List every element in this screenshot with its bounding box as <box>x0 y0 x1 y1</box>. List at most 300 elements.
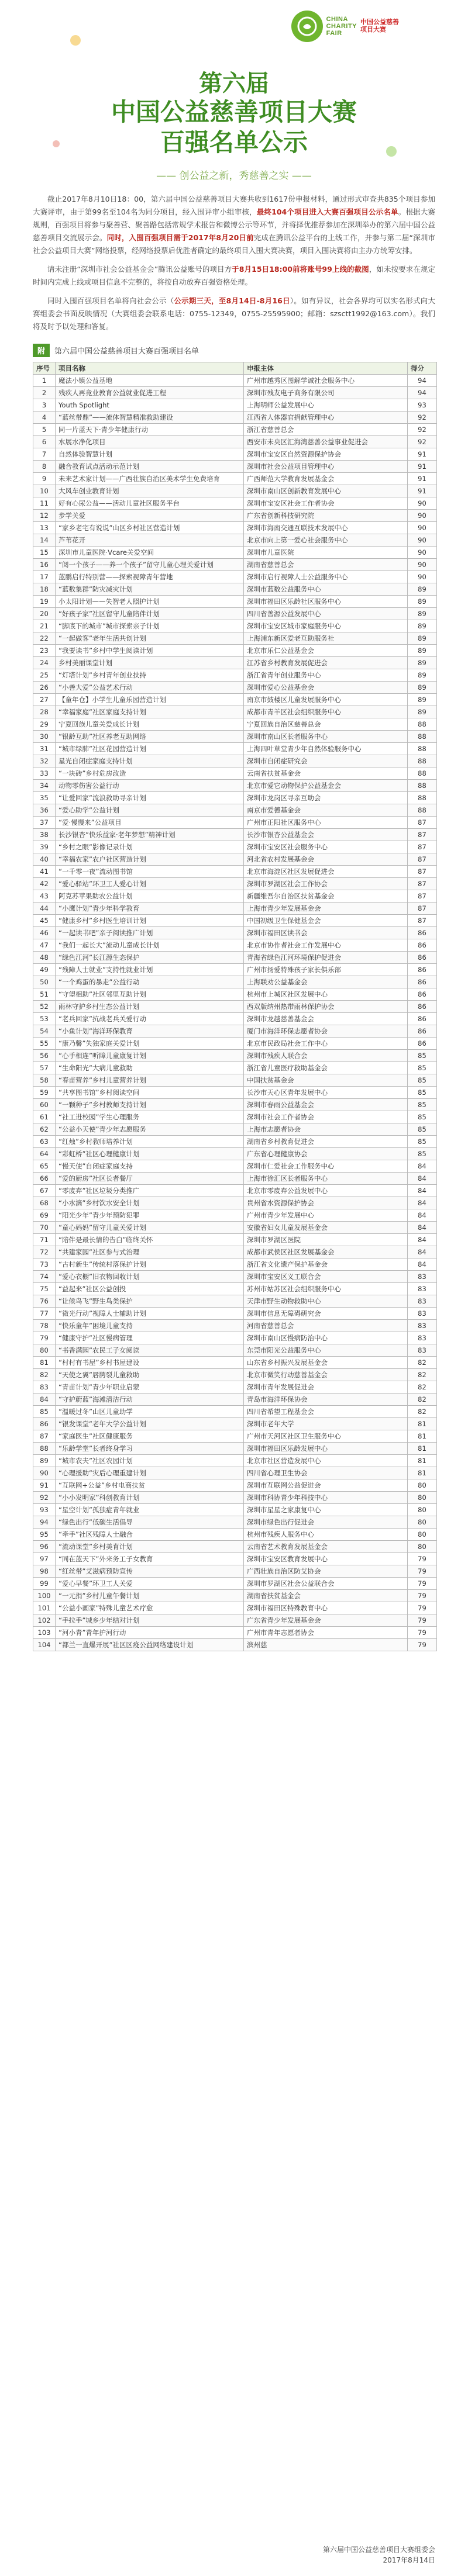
row-applicant: 深圳市福田区读书会 <box>244 927 408 939</box>
row-applicant: 浙江省青年创业服务中心 <box>244 669 408 682</box>
row-no: 37 <box>33 817 56 829</box>
row-no: 61 <box>33 1111 56 1123</box>
row-score: 88 <box>408 804 437 817</box>
row-applicant: 广东省青少年发展基金会 <box>244 1614 408 1627</box>
row-applicant: 广州市扬爱特殊孩子家长俱乐部 <box>244 964 408 976</box>
table-row <box>33 1418 437 1430</box>
decor-dot <box>70 35 81 46</box>
row-applicant: 青岛市海洋环保协会 <box>244 1394 408 1406</box>
table-row <box>33 596 437 608</box>
row-applicant: 深圳市残疾人联合会 <box>244 1050 408 1062</box>
intro-p1-a: 截止2017年8月10日18：00，第六届中国公益慈善项目大赛共收到1617份申报材料，通过形式审查共835个项目参加大赛评审，由于第99名至104名为同分项目，经入围评审小组审核， <box>33 195 435 216</box>
row-no: 26 <box>33 682 56 694</box>
row-score: 85 <box>408 1099 437 1111</box>
row-applicant: 浙江省文化遗产保护基金会 <box>244 1258 408 1271</box>
row-score: 91 <box>408 448 437 461</box>
table-row <box>33 448 437 461</box>
row-score: 80 <box>408 1504 437 1516</box>
table-row <box>33 1271 437 1283</box>
row-project-name: “绿色江河”长江源生态保护 <box>56 952 244 964</box>
row-score: 85 <box>408 1062 437 1074</box>
table-row <box>33 890 437 903</box>
row-project-name: “书香满园”农民工子女阅读 <box>56 1344 244 1357</box>
row-score: 82 <box>408 1381 437 1394</box>
table-row <box>33 424 437 436</box>
row-applicant: 云南省艺术教育发展基金会 <box>244 1541 408 1553</box>
table-row <box>33 866 437 878</box>
row-no: 97 <box>33 1553 56 1565</box>
row-project-name: “生命阳光”大病儿童救助 <box>56 1062 244 1074</box>
row-score: 87 <box>408 890 437 903</box>
row-score: 79 <box>408 1627 437 1639</box>
row-project-name: “爱心早餐”环卫工人关爱 <box>56 1578 244 1590</box>
table-row <box>33 1381 437 1394</box>
row-project-name: “幸福家庭”社区家庭支持计划 <box>56 706 244 718</box>
row-score: 87 <box>408 817 437 829</box>
table-row <box>33 1541 437 1553</box>
table-row <box>33 1443 437 1455</box>
table-row <box>33 1602 437 1614</box>
row-project-name: “公益小画家”特殊儿童艺术疗愈 <box>56 1602 244 1614</box>
table-row <box>33 1320 437 1332</box>
logo-en-2: CHARITY <box>326 23 357 30</box>
row-no: 44 <box>33 903 56 915</box>
footer-org: 第六届中国公益慈善项目大赛组委会 <box>322 2546 435 2554</box>
row-applicant: 北京市向上第一爱心社会服务中心 <box>244 534 408 547</box>
row-project-name: “快乐童年”困境儿童支持 <box>56 1320 244 1332</box>
row-project-name: “幸福农家”农户社区营造计划 <box>56 853 244 866</box>
row-no: 76 <box>33 1295 56 1308</box>
row-project-name: “健康守护”社区慢病管理 <box>56 1332 244 1344</box>
row-project-name: “蓝数集群”防灾减灾计划 <box>56 583 244 596</box>
row-applicant: 深圳市信息无障碍研究会 <box>244 1308 408 1320</box>
row-no: 82 <box>33 1369 56 1381</box>
row-no: 52 <box>33 1001 56 1013</box>
col-header-no: 序号 <box>33 362 56 375</box>
row-project-name: 好有心尿公益——活动儿童社区服务平台 <box>56 497 244 510</box>
row-applicant: 深圳市龙岗区寻亲互助会 <box>244 792 408 804</box>
row-score: 87 <box>408 915 437 927</box>
table-row <box>33 1492 437 1504</box>
row-no: 55 <box>33 1038 56 1050</box>
row-project-name: 小太阳计划——失智老人照护计划 <box>56 596 244 608</box>
row-score: 84 <box>408 1258 437 1271</box>
row-no: 100 <box>33 1590 56 1602</box>
row-project-name: 长沙银杏“快乐益家·老年梦想”精神计划 <box>56 829 244 841</box>
intro-p2-b: ，如未按要求在规定时间内完成上线或项目信息不完整的，将按自动放弃百强资格处理。 <box>33 265 435 286</box>
row-project-name: “小小发明家”科创教育计划 <box>56 1492 244 1504</box>
row-score: 86 <box>408 964 437 976</box>
row-score: 86 <box>408 1013 437 1025</box>
row-project-name: “流动课堂”乡村美育计划 <box>56 1541 244 1553</box>
row-applicant: 上海市志愿者协会 <box>244 1123 408 1136</box>
row-score: 80 <box>408 1516 437 1529</box>
row-no: 42 <box>33 878 56 890</box>
row-no: 77 <box>33 1308 56 1320</box>
row-no: 62 <box>33 1123 56 1136</box>
row-no: 35 <box>33 792 56 804</box>
row-applicant: 宁夏回族自治区慈善总会 <box>244 718 408 731</box>
row-project-name: “爱的厨房”社区长者餐厅 <box>56 1173 244 1185</box>
row-no: 72 <box>33 1246 56 1258</box>
row-applicant: 深圳市宝安区社会服务中心 <box>244 841 408 853</box>
row-applicant: 广州市青少年发展中心 <box>244 1209 408 1222</box>
row-applicant: 南京市爱德基金会 <box>244 804 408 817</box>
row-project-name: “让爱回家”流浪救助寻亲计划 <box>56 792 244 804</box>
logo-cn-2: 项目大赛 <box>360 26 386 33</box>
table-row <box>33 620 437 632</box>
table-row <box>33 829 437 841</box>
row-applicant: 广州市正阳社区服务中心 <box>244 817 408 829</box>
row-no: 75 <box>33 1283 56 1295</box>
annex-tag: 附 <box>33 344 50 357</box>
row-no: 2 <box>33 387 56 399</box>
row-applicant: 广西师范大学教育发展基金会 <box>244 473 408 485</box>
row-score: 90 <box>408 571 437 583</box>
row-project-name: 芦苇花开 <box>56 534 244 547</box>
row-applicant: 河南省慈善总会 <box>244 1320 408 1332</box>
table-row <box>33 1308 437 1320</box>
table-row <box>33 375 437 387</box>
row-no: 102 <box>33 1614 56 1627</box>
row-score: 83 <box>408 1320 437 1332</box>
table-row <box>33 1369 437 1381</box>
row-no: 23 <box>33 645 56 657</box>
row-applicant: 上海明师公益发展中心 <box>244 399 408 412</box>
table-row <box>33 657 437 669</box>
intro-paragraph-2 <box>33 263 435 289</box>
row-project-name: “星空计划”孤独症青年就业 <box>56 1504 244 1516</box>
table-row <box>33 1283 437 1295</box>
intro-paragraph-1 <box>33 193 435 257</box>
table-row <box>33 1467 437 1479</box>
row-project-name: 未来艺术家计划——广西壮族自治区美术学生免费培育 <box>56 473 244 485</box>
table-row <box>33 988 437 1001</box>
table-row <box>33 497 437 510</box>
intro-p1-c: 完成在腾讯公益平台的上线工作，并参与第二届“深圳市社会公益项目大赛”网络投票，经网络投票后优胜者确定的最终项目入围大赛决赛，项目入围决赛将由主办方统筹安排。 <box>33 233 435 255</box>
row-project-name: “一起读书吧”亲子阅读推广计划 <box>56 927 244 939</box>
row-applicant: 贵州省水资源保护协会 <box>244 1197 408 1209</box>
table-row <box>33 1565 437 1578</box>
row-project-name: “公益小天使”青少年志愿服务 <box>56 1123 244 1136</box>
row-project-name: 残疾人再竞业教育公益就业促进工程 <box>56 387 244 399</box>
row-applicant: 北京市微笑行动慈善基金会 <box>244 1369 408 1381</box>
logo-cn-1: 中国公益慈善 <box>360 19 399 26</box>
logo-en-1: CHINA <box>326 16 348 23</box>
row-applicant: 广东省创新科技研究院 <box>244 510 408 522</box>
table-row <box>33 1479 437 1492</box>
row-score: 81 <box>408 1455 437 1467</box>
row-no: 18 <box>33 583 56 596</box>
row-score: 88 <box>408 731 437 743</box>
footer-date: 2017年8月14日 <box>383 2556 435 2564</box>
footer-signature <box>323 2544 435 2565</box>
row-applicant: 河北省农村发展基金会 <box>244 853 408 866</box>
top100-table <box>33 362 437 1651</box>
row-applicant: 成都市武侯区社区发展基金会 <box>244 1246 408 1258</box>
row-applicant: 深圳市仁爱社会工作服务中心 <box>244 1160 408 1173</box>
row-score: 90 <box>408 522 437 534</box>
row-applicant: 深圳市罗湖区医院 <box>244 1234 408 1246</box>
row-no: 99 <box>33 1578 56 1590</box>
row-score: 83 <box>408 1283 437 1295</box>
row-no: 84 <box>33 1394 56 1406</box>
row-no: 7 <box>33 448 56 461</box>
row-no: 58 <box>33 1074 56 1087</box>
row-applicant: 深圳市海南交通互联技术发展中心 <box>244 522 408 534</box>
table-row <box>33 534 437 547</box>
row-no: 4 <box>33 412 56 424</box>
row-no: 89 <box>33 1455 56 1467</box>
row-project-name: “共享图书馆”乡村阅读空间 <box>56 1087 244 1099</box>
table-row <box>33 1197 437 1209</box>
row-no: 49 <box>33 964 56 976</box>
row-applicant: 广东省心理健康协会 <box>244 1148 408 1160</box>
table-row <box>33 1553 437 1565</box>
row-applicant: 北京市爱它动物保护公益基金会 <box>244 780 408 792</box>
table-row <box>33 817 437 829</box>
row-score: 85 <box>408 1050 437 1062</box>
row-score: 83 <box>408 1332 437 1344</box>
table-row <box>33 1087 437 1099</box>
table-row <box>33 952 437 964</box>
row-applicant: 广州市青年志愿者协会 <box>244 1627 408 1639</box>
row-score: 90 <box>408 510 437 522</box>
table-row <box>33 1038 437 1050</box>
row-applicant: 上海四叶草堂青少年自然体验服务中心 <box>244 743 408 755</box>
row-project-name: 动物零伤害公益行动 <box>56 780 244 792</box>
row-score: 79 <box>408 1578 437 1590</box>
intro-p2-a: 请未注册“深圳市社会公益基金会”腾讯公益账号的项目方 <box>47 265 232 274</box>
slogan: —— 创公益之新，秀慈善之实 —— <box>156 170 312 182</box>
row-project-name: “共建家园”社区参与式治理 <box>56 1246 244 1258</box>
table-row <box>33 1627 437 1639</box>
table-row <box>33 915 437 927</box>
row-applicant: 深圳市春雨公益基金会 <box>244 1099 408 1111</box>
row-applicant: 深圳市自闭症研究会 <box>244 755 408 767</box>
row-applicant: 深圳市宝安区社会工作者协会 <box>244 497 408 510</box>
row-project-name: “阅一个孩子——养一个孩子”留守儿童心理关爱计划 <box>56 559 244 571</box>
row-project-name: “让候鸟飞”野生鸟类保护 <box>56 1295 244 1308</box>
table-header-row <box>33 362 437 375</box>
row-applicant: 江西省人体器官捐献管理中心 <box>244 412 408 424</box>
table-row <box>33 976 437 988</box>
row-project-name: “都兰一直爆开展”社区区疫公益网络建设计划 <box>56 1639 244 1651</box>
row-project-name: “天使之翼”唇腭裂儿童救助 <box>56 1369 244 1381</box>
row-no: 21 <box>33 620 56 632</box>
intro-p3-a: 同时入围百强项目名单将向社会公示（ <box>47 296 174 305</box>
table-row <box>33 939 437 952</box>
row-project-name: “一个鸡蛋的暴走”公益行动 <box>56 976 244 988</box>
row-score: 83 <box>408 1344 437 1357</box>
row-no: 83 <box>33 1381 56 1394</box>
row-applicant: 山东省乡村振兴发展基金会 <box>244 1357 408 1369</box>
row-no: 64 <box>33 1148 56 1160</box>
row-project-name: 水展水净化项目 <box>56 436 244 448</box>
table-row <box>33 1332 437 1344</box>
row-no: 88 <box>33 1443 56 1455</box>
row-score: 94 <box>408 387 437 399</box>
row-project-name: “守望相助”社区邻里互助计划 <box>56 988 244 1001</box>
row-score: 88 <box>408 718 437 731</box>
row-applicant: 北京市乐仁公益基金会 <box>244 645 408 657</box>
col-header-applicant: 申报主体 <box>244 362 408 375</box>
col-header-score: 得分 <box>408 362 437 375</box>
row-project-name: “红烛”乡村教师培养计划 <box>56 1136 244 1148</box>
row-no: 22 <box>33 632 56 645</box>
row-project-name: “童心妈妈”留守儿童关爱计划 <box>56 1222 244 1234</box>
row-applicant: 深圳市社会工作者协会 <box>244 1111 408 1123</box>
row-score: 89 <box>408 608 437 620</box>
table-row <box>33 1050 437 1062</box>
row-score: 88 <box>408 792 437 804</box>
row-project-name: 蓝鹏启行特别营——探索视障青年营地 <box>56 571 244 583</box>
row-project-name: “温暖过冬”山区儿童助学 <box>56 1406 244 1418</box>
row-no: 32 <box>33 755 56 767</box>
row-project-name: “脚底下的城市”城市探索亲子计划 <box>56 620 244 632</box>
table-row <box>33 632 437 645</box>
row-no: 66 <box>33 1173 56 1185</box>
row-project-name: 星光自闭症家庭支持计划 <box>56 755 244 767</box>
title-edition: 第六届 <box>199 70 269 97</box>
row-score: 85 <box>408 1148 437 1160</box>
table-row <box>33 1173 437 1185</box>
row-project-name: “家乡老宅有说说”山区乡村社区营造计划 <box>56 522 244 534</box>
row-no: 34 <box>33 780 56 792</box>
row-score: 81 <box>408 1467 437 1479</box>
row-no: 73 <box>33 1258 56 1271</box>
table-row <box>33 1136 437 1148</box>
row-score: 85 <box>408 1111 437 1123</box>
row-project-name: “小鱼计划”海洋环保教育 <box>56 1025 244 1038</box>
row-project-name: “城市农夫”社区农园计划 <box>56 1455 244 1467</box>
row-score: 87 <box>408 903 437 915</box>
row-project-name: “爱心驿站”环卫工人爱心计划 <box>56 878 244 890</box>
row-applicant: 广州市越秀区图解学诚社会服务中心 <box>244 375 408 387</box>
row-applicant: 深圳市青年发展促进会 <box>244 1381 408 1394</box>
row-score: 92 <box>408 424 437 436</box>
table-row <box>33 1357 437 1369</box>
table-row <box>33 1455 437 1467</box>
row-project-name: “爱·慢慢来”公益项目 <box>56 817 244 829</box>
annex-heading <box>33 344 435 357</box>
row-no: 39 <box>33 841 56 853</box>
table-row <box>33 1614 437 1627</box>
row-applicant: 苏州市姑苏区社会组织服务中心 <box>244 1283 408 1295</box>
row-applicant: 江苏省乡村教育发展促进会 <box>244 657 408 669</box>
row-no: 43 <box>33 890 56 903</box>
row-score: 86 <box>408 952 437 964</box>
row-project-name: “好孩子家”社区留守儿童陪伴计划 <box>56 608 244 620</box>
row-applicant: 四川省希望工程基金会 <box>244 1406 408 1418</box>
row-applicant: 深圳市残友电子商务有限公司 <box>244 387 408 399</box>
row-no: 51 <box>33 988 56 1001</box>
row-no: 103 <box>33 1627 56 1639</box>
intro-p2-highlight: 于8月15日18:00前将账号99上线的截图 <box>232 265 369 274</box>
row-applicant: 湖南省慈善总会 <box>244 559 408 571</box>
row-no: 5 <box>33 424 56 436</box>
table-row <box>33 1209 437 1222</box>
row-no: 29 <box>33 718 56 731</box>
row-no: 20 <box>33 608 56 620</box>
row-applicant: 浙江省慈善总会 <box>244 424 408 436</box>
row-no: 90 <box>33 1467 56 1479</box>
row-score: 89 <box>408 645 437 657</box>
table-row <box>33 1111 437 1123</box>
row-no: 59 <box>33 1087 56 1099</box>
row-no: 38 <box>33 829 56 841</box>
row-no: 87 <box>33 1430 56 1443</box>
row-applicant: 北京市社区营造发展中心 <box>244 1455 408 1467</box>
row-project-name: “青苗计划”青少年职业启蒙 <box>56 1381 244 1394</box>
row-score: 79 <box>408 1602 437 1614</box>
row-no: 15 <box>33 547 56 559</box>
row-applicant: 四川省心理卫生协会 <box>244 1467 408 1479</box>
row-project-name: “社工进校园”学生心理服务 <box>56 1111 244 1123</box>
row-project-name: “小鹰计划”青少年科学教育 <box>56 903 244 915</box>
row-score: 89 <box>408 706 437 718</box>
table-row <box>33 1148 437 1160</box>
row-score: 84 <box>408 1197 437 1209</box>
row-score: 86 <box>408 927 437 939</box>
row-score: 84 <box>408 1234 437 1246</box>
row-no: 96 <box>33 1541 56 1553</box>
row-score: 79 <box>408 1553 437 1565</box>
row-no: 79 <box>33 1332 56 1344</box>
row-project-name: “彩虹桥”社区心理健康计划 <box>56 1148 244 1160</box>
intro-p1-highlight-1: 最终104个项目进入大赛百强项目公示名单 <box>256 208 398 216</box>
row-score: 79 <box>408 1639 437 1651</box>
row-score: 83 <box>408 1271 437 1283</box>
row-project-name: “益起来”社区公益创投 <box>56 1283 244 1295</box>
row-project-name: “同在蓝天下”外来务工子女教育 <box>56 1553 244 1565</box>
row-score: 88 <box>408 743 437 755</box>
table-row <box>33 718 437 731</box>
row-project-name: “老兵回家”抗战老兵关爱行动 <box>56 1013 244 1025</box>
row-project-name: 阿克苏苹果助农公益计划 <box>56 890 244 903</box>
row-project-name: 融合教育试点活动示范计划 <box>56 461 244 473</box>
row-no: 14 <box>33 534 56 547</box>
table-row <box>33 485 437 497</box>
table-row <box>33 412 437 424</box>
row-no: 74 <box>33 1271 56 1283</box>
row-applicant: 上海联劝公益基金会 <box>244 976 408 988</box>
intro-p1-b: 。根据大赛规则，百强项目将参与聚善营、聚善路包括常规学术报告和微博公示等环节，并将择优推荐参加在深圳举办的第六届中国公益慈善项目交流展示会。 <box>33 208 436 242</box>
row-applicant: 杭州市残疾人服务中心 <box>244 1529 408 1541</box>
row-applicant: 深圳市互联网公益促进会 <box>244 1479 408 1492</box>
row-score: 88 <box>408 767 437 780</box>
row-no: 92 <box>33 1492 56 1504</box>
row-score: 84 <box>408 1222 437 1234</box>
col-header-project: 项目名称 <box>56 362 244 375</box>
row-score: 81 <box>408 1418 437 1430</box>
row-no: 68 <box>33 1197 56 1209</box>
row-score: 84 <box>408 1173 437 1185</box>
row-no: 70 <box>33 1222 56 1234</box>
row-applicant: 长沙市银杏公益基金会 <box>244 829 408 841</box>
table-row <box>33 645 437 657</box>
row-project-name: “灯塔计划”乡村青年创业扶持 <box>56 669 244 682</box>
row-applicant: 深圳市罗湖区社会工作协会 <box>244 878 408 890</box>
row-no: 11 <box>33 497 56 510</box>
row-applicant: 深圳市福田区乐龄社区服务中心 <box>244 596 408 608</box>
table-row <box>33 853 437 866</box>
row-applicant: 四川省善源公益发展中心 <box>244 608 408 620</box>
row-applicant: 广西壮族自治区防艾协会 <box>244 1565 408 1578</box>
intro-p1-highlight-2: 同时，入围百强项目需于2017年8月20日前 <box>106 233 254 242</box>
table-row <box>33 694 437 706</box>
row-applicant: 滨州慈 <box>244 1639 408 1651</box>
